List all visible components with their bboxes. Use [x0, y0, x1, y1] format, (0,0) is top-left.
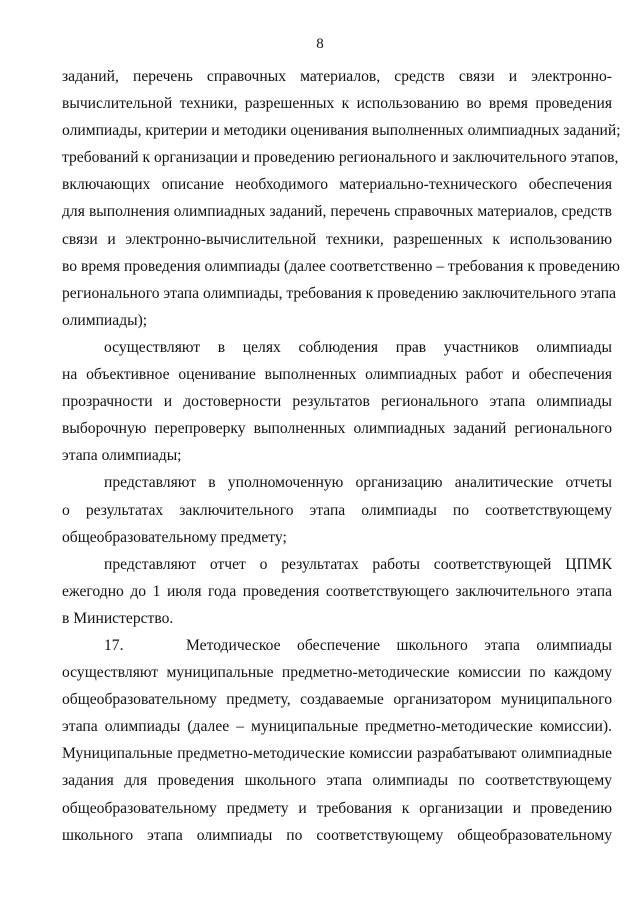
text-line: этапа олимпиады (далее – муниципальные предметно-методические комиссии).: [62, 718, 612, 736]
text-line: ежегодно до 1 июля года проведения соответствующего заключительного этапа: [62, 582, 612, 600]
text-line: связи и электронно-вычислительной техники, разрешенных к использованию: [62, 230, 612, 248]
text-line: Муниципальные предметно-методические комиссии разрабатывают олимпиадные: [62, 745, 612, 763]
text-line: общеобразовательному предмету, создаваемые организатором муниципального: [62, 691, 612, 709]
text-line: школьного этапа олимпиады по соответствующему общеобразовательному: [62, 826, 612, 844]
paragraph-first-line: представляют в уполномоченную организацию аналитические отчеты: [104, 474, 612, 492]
item-text: Методическое обеспечение школьного этапа олимпиады: [186, 636, 612, 654]
page-number: 8: [316, 36, 324, 52]
text-line: заданий, перечень справочных материалов, средств связи и электронно-: [62, 68, 612, 85]
text-line: требований к организации и проведению регионального и заключительного этапов,: [62, 149, 619, 167]
item-number: 17.: [104, 636, 124, 654]
text-line: осуществляют муниципальные предметно-методические комиссии по каждому: [62, 664, 612, 682]
text-line: вычислительной техники, разрешенных к использованию во время проведения: [62, 95, 612, 113]
paragraph-first-line: осуществляют в целях соблюдения прав участников олимпиады: [104, 338, 612, 356]
text-line: общеобразовательному предмету и требования к организации и проведению: [62, 799, 612, 817]
text-line: для выполнения олимпиадных заданий, перечень справочных материалов, средств: [62, 203, 612, 221]
text-line: задания для проведения школьного этапа олимпиады по соответствующему: [62, 772, 612, 790]
text-line: о результатах заключительного этапа олимпиады по соответствующему: [62, 501, 612, 519]
text-line: общеобразовательному предмету;: [62, 528, 287, 546]
text-line: прозрачности и достоверности результатов регионального этапа олимпиады: [62, 393, 612, 411]
text-line: выборочную перепроверку выполненных олимпиадных заданий регионального: [62, 420, 612, 438]
text-line: во время проведения олимпиады (далее соответственно – требования к проведению: [62, 257, 620, 275]
document-body: [62, 63, 621, 849]
text-line: в Министерство.: [62, 609, 174, 627]
text-line: олимпиады, критерии и методики оценивания выполненных олимпиадных заданий;: [62, 122, 621, 140]
text-line: регионального этапа олимпиады, требования к проведению заключительного этапа: [62, 284, 617, 302]
text-line: олимпиады);: [62, 311, 148, 329]
text-line: включающих описание необходимого материально-технического обеспечения: [62, 176, 612, 194]
numbered-paragraph-first-line: [62, 632, 612, 659]
text-line: этапа олимпиады;: [62, 447, 182, 465]
text-line: на объективное оценивание выполненных олимпиадных работ и обеспечения: [62, 366, 612, 384]
paragraph-first-line: представляют отчет о результатах работы соответствующей ЦПМК: [104, 555, 612, 573]
